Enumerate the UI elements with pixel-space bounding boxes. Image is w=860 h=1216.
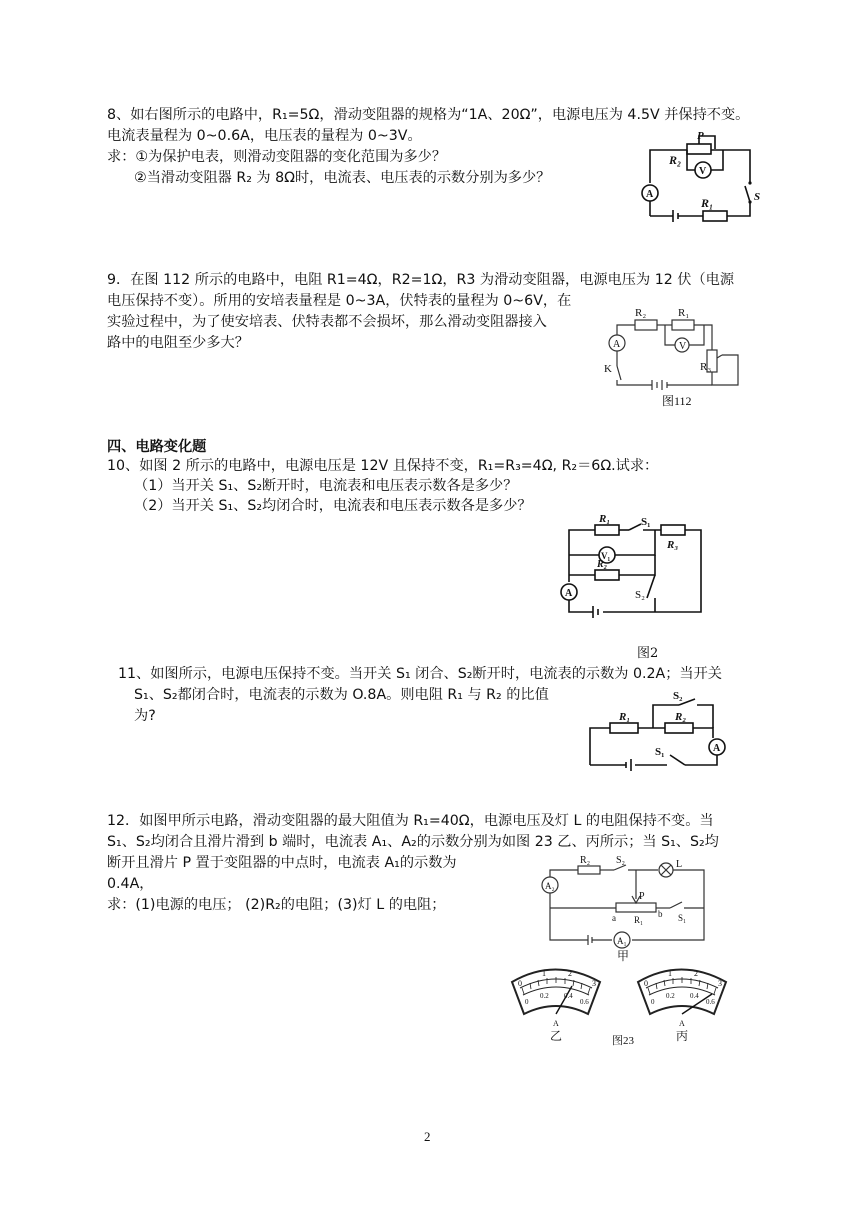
bing-top-3: 3 [718,979,722,988]
q11-fig-label-s1: S₁ [655,746,665,758]
q10-fig-label-s2: S₂ [635,589,645,601]
bing-bottom-0: 0 [651,998,655,1006]
ammeter-dial-bing [638,969,726,1043]
q10-fig-label-s1: S₁ [641,516,651,528]
bing-top-1: 1 [668,969,672,978]
yi-top-2: 2 [568,969,572,978]
q11-fig-label-r1: R₁ [619,711,631,723]
q10-fig-voltmeter-label: V₁ [601,551,611,561]
yi-unit: A [553,1019,559,1028]
yi-bottom-1: 0.2 [540,992,549,1000]
q12-line-2: S₁、S₂均闭合且滑片滑到 b 端时，电流表 A₁、A₂的示数分别为如图 23 乙、丙所示；当 S₁、S₂均 [107,834,719,850]
q8-fig-label-p: P [697,130,704,142]
q9-fig-caption: 图112 [662,394,692,408]
q8-fig-label-r2: R₂ [669,153,682,167]
q12-fig23-caption: 图23 [612,1035,634,1047]
bing-unit: A [679,1019,685,1028]
q12-fig-label-r2: R₂ [580,855,591,866]
q9-fig-label-r2: R₂ [635,307,647,319]
q10-fig-label-r3: R₃ [667,539,679,551]
q9-fig-ammeter-label: A [613,339,621,350]
q11-line-3: 为? [134,708,156,724]
q11-circuit-diagram [585,685,745,780]
q12-fig-label-r1: R₁ [634,915,644,925]
q11-fig-label-s2: S₂ [673,690,683,702]
q8-line-3: 求：①为保护电表，则滑动变阻器的变化范围为多少？ [107,149,447,165]
bing-label: 丙 [676,1029,689,1043]
bing-bottom-3: 0.6 [706,998,715,1006]
q12-fig-label-b: b [658,909,663,919]
q9-line-4: 路中的电阻至少多大？ [107,335,249,351]
q10-fig-caption: 图2 [637,646,659,661]
bing-bottom-2: 0.4 [690,992,699,1000]
q10-line-2: （1）当开关 S₁、S₂断开时，电流表和电压表示数各是多少？ [134,478,518,494]
q12-line-5: 求：(1)电源的电压； (2)R₂的电阻；(3)灯 L 的电阻； [107,897,446,913]
yi-top-3: 3 [592,979,596,988]
q12-fig-label-a: a [612,913,616,923]
q8-fig-label-s: S [754,191,761,203]
q8-line-4: ②当滑动变阻器 R₂ 为 8Ω时，电流表、电压表的示数分别为多少？ [134,170,551,186]
q10-fig-ammeter-label: A [565,588,573,599]
q12-ammeter-dials [500,962,740,1052]
q12-circuit-diagram [540,855,720,965]
q10-line-1: 10、如图 2 所示的电路中，电源电压是 12V 且保持不变，R₁=R₃=4Ω, R₂＝6Ω.试求： [107,458,659,474]
q12-fig-ammeter-a2-label: A₂ [545,881,555,891]
q11-line-2: S₁、S₂都闭合时，电流表的示数为 O.8A。则电阻 R₁ 与 R₂ 的比值 [134,687,549,703]
q9-circuit-diagram [600,300,750,410]
q10-line-3: （2）当开关 S₁、S₂均闭合时，电流表和电压表示数各是多少？ [134,498,532,514]
yi-label: 乙 [550,1029,563,1043]
q12-line-4: 0.4A， [107,876,154,892]
q9-line-1: 9．在图 112 所示的电路中，电阻 R1=4Ω，R2=1Ω，R3 为滑动变阻器，电源电压为 12 伏（电源 [107,272,735,288]
q9-line-2: 电压保持不变）。所用的安培表量程是 0~3A，伏特表的量程为 0~6V，在 [107,293,572,309]
q8-circuit-diagram [635,128,775,228]
section-4-heading: 四、电路变化题 [107,439,207,455]
yi-top-1: 1 [542,969,546,978]
q12-fig-label-p: P [639,891,645,902]
q11-line-1: 11、如图所示，电源电压保持不变。当开关 S₁ 闭合、S₂断开时，电流表的示数为 0.2A；当开关 [118,666,722,682]
q9-fig-label-r3: R₃ [700,361,712,373]
q12-line-3: 断开且滑片 P 置于变阻器的中点时，电流表 A₁的示数为 [107,855,457,871]
q10-fig-label-r1: R₁ [599,513,611,525]
q12-fig-label-s1: S₁ [678,913,687,923]
q9-line-3: 实验过程中，为了使安培表、伏特表都不会损坏，那么滑动变阻器接入 [107,314,547,330]
bing-bottom-1: 0.2 [666,992,675,1000]
q11-fig-ammeter-label: A [713,743,721,754]
q8-fig-ammeter-label: A [646,189,654,200]
q9-fig-label-k: K [604,363,612,375]
yi-bottom-2: 0.4 [564,992,573,1000]
q12-fig-label-s2: S₂ [616,855,626,866]
q12-fig-label-l: L [676,859,683,870]
q11-fig-label-r2: R₂ [675,711,687,723]
q12-fig-jia-label: 甲 [617,949,630,963]
q12-line-1: 12．如图甲所示电路，滑动变阻器的最大阻值为 R₁=40Ω，电源电压及灯 L 的电阻保持不变。当 [107,813,714,829]
q8-line-2: 电流表量程为 0~0.6A，电压表的量程为 0~3V。 [107,128,422,144]
q12-fig-ammeter-a1-label: A₁ [617,936,627,946]
bing-top-2: 2 [694,969,698,978]
q10-fig-label-r2: R₂ [597,559,608,570]
q8-line-1: 8、如右图所示的电路中，R₁=5Ω，滑动变阻器的规格为“1A、20Ω”，电源电压为 4.5V 并保持不变。 [107,107,750,123]
q8-fig-voltmeter-label: V [699,166,707,177]
q10-circuit-diagram [555,510,715,620]
yi-bottom-0: 0 [525,998,529,1006]
ammeter-dial-yi [512,969,600,1043]
yi-bottom-3: 0.6 [580,998,589,1006]
q9-fig-voltmeter-label: V [679,341,687,352]
page-number: 2 [424,1129,431,1144]
q9-fig-label-r1: R₁ [678,307,690,319]
yi-top-0: 0 [518,979,522,988]
q8-fig-label-r1: R₁ [701,196,714,210]
bing-top-0: 0 [644,979,648,988]
